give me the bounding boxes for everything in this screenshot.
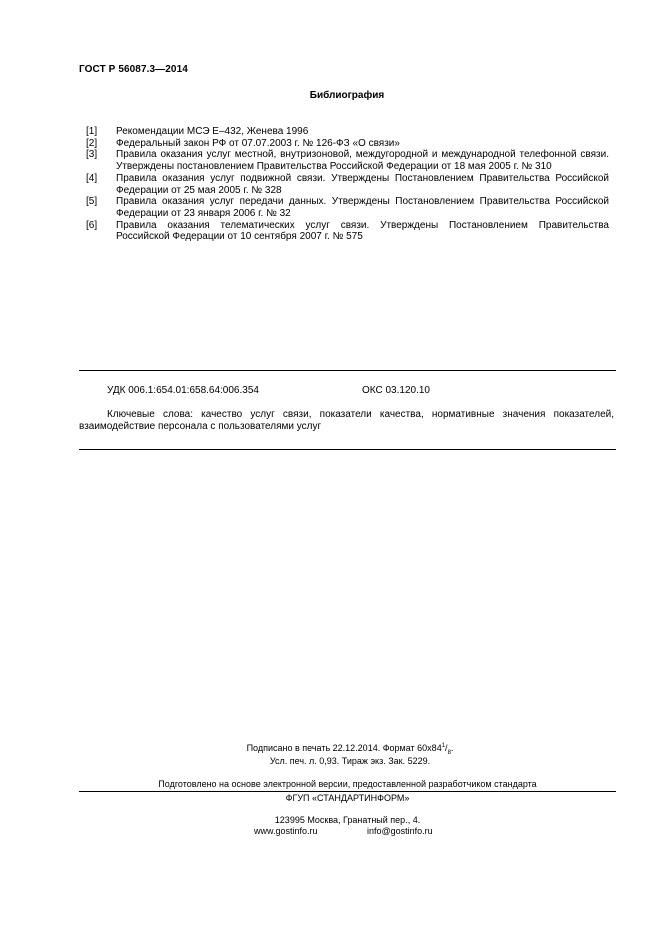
ref-text: Рекомендации МСЭ Е–432, Женева 1996 [116, 126, 309, 137]
bibliography-item [86, 149, 609, 172]
bottom-divider [79, 449, 616, 450]
bibliography-item [86, 196, 609, 219]
ref-number: [6] [86, 219, 98, 231]
ref-number: [2] [86, 137, 98, 149]
ref-text: Правила оказания услуг передачи данных. Утверждены Постановлением Правительства Российской Федерации от 23 января 2006 г. № 32 [116, 196, 609, 219]
ref-text: Правила оказания телематических услуг связи. Утверждены Постановлением Правительства Российской Федерации от 10 сентября 2007 г. № 575 [116, 219, 609, 243]
top-divider [79, 370, 616, 371]
document-code: ГОСТ Р 56087.3—2014 [79, 64, 188, 75]
website-link[interactable]: www.gostinfo.ru [254, 826, 318, 836]
format-sub: 8 [447, 749, 451, 756]
signed-text: Подписано в печать 22.12.2014. Формат 60х84 [246, 743, 442, 753]
ref-text: Правила оказания услуг местной, внутризоновой, междугородной и международной телефонной связи. Утверждены постановлением Правительства Российской Федерации от 18 мая 2005 г. № 310 [116, 149, 609, 173]
email-link[interactable]: info@gostinfo.ru [367, 826, 433, 836]
bibliography-list [86, 126, 609, 243]
ref-text: Федеральный закон РФ от 07.07.2003 г. № 126-ФЗ «О связи» [116, 137, 400, 149]
ref-number: [1] [86, 126, 98, 137]
ref-text: Правила оказания услуг подвижной связи. Утверждены Постановлением Правительства Российской Федерации от 25 мая 2005 г. № 328 [116, 172, 609, 196]
ref-number: [5] [86, 196, 98, 208]
udk-code: УДК 006.1:654.01:658.64:006.354 [107, 385, 259, 396]
keywords: Ключевые слова: качество услуг связи, показатели качества, нормативные значения показателей, взаимодействие персонала с пользователями услуг [79, 409, 614, 432]
publisher-contacts [0, 826, 661, 838]
print-sheets: Усл. печ. л. 0,93. Тираж экз. Зак. 5229. [269, 756, 431, 766]
ref-number: [3] [86, 149, 98, 161]
bibliography-item [86, 138, 609, 150]
bibliography-title: Библиография [309, 90, 385, 101]
bibliography-item [86, 220, 609, 243]
signed-for-print: Подписано в печать 22.12.2014. Формат $60х84^1/_8$. [246, 743, 454, 756]
publisher-address: 123995 Москва, Гранатный пер., 4. [274, 815, 421, 825]
format-sup: 1 [441, 743, 446, 749]
imprint-divider [79, 791, 616, 792]
oks-code: ОКС 03.120.10 [362, 385, 430, 396]
bibliography-item [86, 173, 609, 196]
ref-number: [4] [86, 172, 98, 184]
bibliography-item [86, 126, 609, 138]
publisher-name: ФГУП «СТАНДАРТИНФОРМ» [285, 793, 410, 803]
prepared-note: Подготовлено на основе электронной версии, предоставленной разработчиком стандарта [158, 779, 537, 789]
